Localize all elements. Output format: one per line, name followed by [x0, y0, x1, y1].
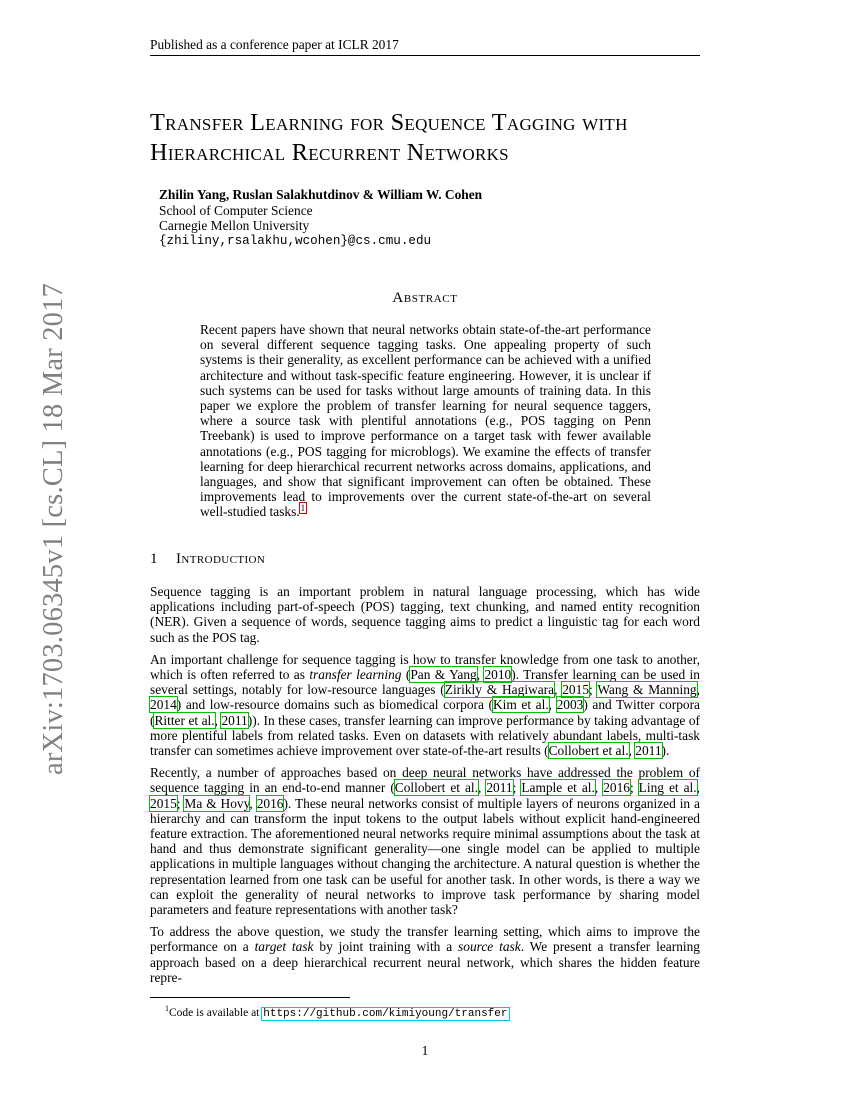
text-run: , — [594, 780, 604, 796]
citation-link[interactable]: Ritter et al. — [154, 712, 215, 728]
emphasis-source-task: source task — [458, 939, 521, 955]
footnote-divider — [150, 997, 350, 998]
citation-link[interactable]: Wang & Manning — [597, 682, 697, 698]
citation-link[interactable]: 2011 — [221, 712, 248, 728]
arxiv-stamp[interactable]: arXiv:1703.06345v1 [cs.CL] 18 Mar 2017 — [38, 282, 69, 775]
affiliation-university: Carnegie Mellon University — [159, 218, 310, 233]
citation-link[interactable]: 2015 — [150, 795, 177, 811]
author-email[interactable]: {zhiliny,rsalakhu,wcohen}@cs.cmu.edu — [159, 233, 432, 248]
text-run: , — [214, 712, 222, 728]
paragraph-1: Sequence tagging is an important problem in natural language processing, which has wide applications including part-of-speech (POS) tagging, text chunking, and named entity recognition (NER). Given a sequence of words, sequence tagging aims to predict a linguistic tag for each word such as the POS tag. — [150, 584, 700, 645]
text-run: by joint training with a — [313, 939, 459, 955]
citation-link[interactable]: 2016 — [256, 795, 284, 811]
author-names: Zhilin Yang, Ruslan Salakhutdinov & William W. Cohen — [159, 187, 483, 202]
citation-link[interactable]: Zirikly & Hagiwara — [444, 682, 555, 698]
author-block — [159, 187, 659, 249]
text-run: ; — [629, 780, 639, 796]
text-run: To address the above question, we study the transfer learning setting, which aims to improve the performance on a — [150, 924, 700, 955]
running-header: Published as a conference paper at ICLR 2017 — [150, 37, 700, 56]
section-number: 1 — [150, 551, 158, 567]
introduction-body — [150, 584, 700, 992]
text-run: . We present a transfer learning approach based on a deep hierarchical recurrent neural network, which shares the hidden feature repre- — [150, 939, 700, 985]
code-url-link[interactable]: https://github.com/kimiyoung/transfer — [263, 1007, 508, 1020]
text-run: ; — [512, 780, 522, 796]
text-run: , — [548, 697, 557, 713]
footnote — [165, 1002, 509, 1021]
text-run: ). — [661, 743, 670, 759]
text-run: ) and low-resource domains such as biomedical corpora ( — [176, 697, 493, 713]
text-run: ) and Twitter corpora ( — [150, 697, 701, 728]
citation-link[interactable]: Collobert et al. — [394, 780, 478, 796]
citation-link[interactable]: 2016 — [603, 780, 630, 796]
paragraph-2 — [150, 652, 700, 758]
footnote-ref-link[interactable]: 1 — [300, 502, 306, 513]
citation-link[interactable]: 2011 — [486, 780, 513, 796]
citation-link[interactable]: Lample et al. — [521, 780, 595, 796]
paper-title — [150, 108, 710, 168]
citation-link[interactable]: Ma & Hovy — [184, 795, 250, 811]
text-run: )). In these cases, transfer learning can improve performance by taking advantage of more plentiful labels from related tasks. Even on datasets with relatively abundant labels, multi-task transfer can sometimes achieve improvement over state-of-the-art results ( — [150, 712, 700, 759]
text-run: , — [249, 795, 257, 811]
citation-link[interactable]: 2014 — [150, 697, 177, 713]
section-title: Introduction — [176, 551, 266, 567]
text-run: ; — [589, 682, 598, 698]
abstract-body: Recent papers have shown that neural networks obtain state-of-the-art performance on several different sequence tagging tasks. One appealing property of such systems is their generality, as excellent performance can be achieved with a unified architecture and without task-specific feature engineering. However, it is unclear if such systems can be used for tasks without large amounts of training data. In this paper we explore the problem of transfer learning for neural sequence taggers, where a source task with plentiful annotations (e.g., POS tagging on Penn Treebank) is used to improve performance on a target task with fewer available annotations (e.g., POS tagging for microblogs). We examine the effects of transfer learning for deep hierarchical recurrent networks across domains, applications, and languages, and show that significant improvement can often be obtained. These improvements lead to improvements over the current state-of-the-art on several well-studied tasks. — [200, 322, 651, 520]
text-run: , — [628, 743, 636, 759]
paragraph-4 — [150, 924, 700, 985]
text-run: , — [554, 682, 563, 698]
citation-link[interactable]: 2010 — [484, 667, 512, 683]
paragraph-3 — [150, 765, 700, 917]
text-run: , — [478, 780, 487, 796]
text-run: ). These neural networks consist of multiple layers of neurons organized in a hierarchy and can transform the input tokens to the output labels without explicit hand-engineered feature extraction. The aforementioned neural networks require minimal assumptions about the task at hand and thus demonstrate significant generality—one single model can be applied to multiple applications in multiple languages without changing the architecture. A natural question is whether the representation learned from one task can be useful for another task. In other words, is there a way we can exploit the generality of neural networks to improve task performance by sharing model parameters and feature representations with another task? — [150, 795, 700, 918]
citation-link[interactable]: Pan & Yang — [410, 667, 477, 683]
text-run: ; — [176, 795, 185, 811]
citation-link[interactable]: Collobert et al. — [548, 743, 629, 759]
section-heading-introduction — [150, 551, 265, 568]
title-line-1: Transfer Learning for Sequence Tagging with — [150, 109, 628, 136]
footnote-text: Code is available at — [169, 1006, 263, 1019]
text-run: , — [476, 667, 485, 683]
citation-link[interactable]: Ling et al. — [638, 780, 697, 796]
affiliation-school: School of Computer Science — [159, 202, 313, 218]
text-run: Recently, a number of approaches based on deep neural networks have addressed the problem of sequence tagging in an end-to-end manner ( — [150, 765, 700, 796]
citation-link[interactable]: 2015 — [562, 682, 590, 698]
text-run: , — [696, 682, 700, 698]
page-number: 1 — [421, 1043, 429, 1058]
citation-link[interactable]: 2011 — [635, 743, 662, 759]
footnote-mark: 1 — [165, 1004, 169, 1013]
citation-link[interactable]: 2003 — [556, 697, 584, 713]
emphasis-transfer-learning: transfer learning — [309, 667, 402, 683]
text-run: ). Transfer learning can be used in several settings, notably for low-resource languages ( — [150, 667, 700, 698]
abstract-text — [200, 322, 651, 520]
text-run: , — [696, 780, 700, 796]
citation-link[interactable]: Kim et al. — [493, 697, 549, 713]
title-line-2: Hierarchical Recurrent Networks — [150, 139, 509, 166]
abstract-heading: Abstract — [392, 290, 458, 306]
text-run: ( — [401, 667, 411, 683]
text-run: An important challenge for sequence tagging is how to transfer knowledge from one task to another, which is often referred to as — [150, 651, 700, 683]
emphasis-target-task: target task — [254, 939, 314, 955]
